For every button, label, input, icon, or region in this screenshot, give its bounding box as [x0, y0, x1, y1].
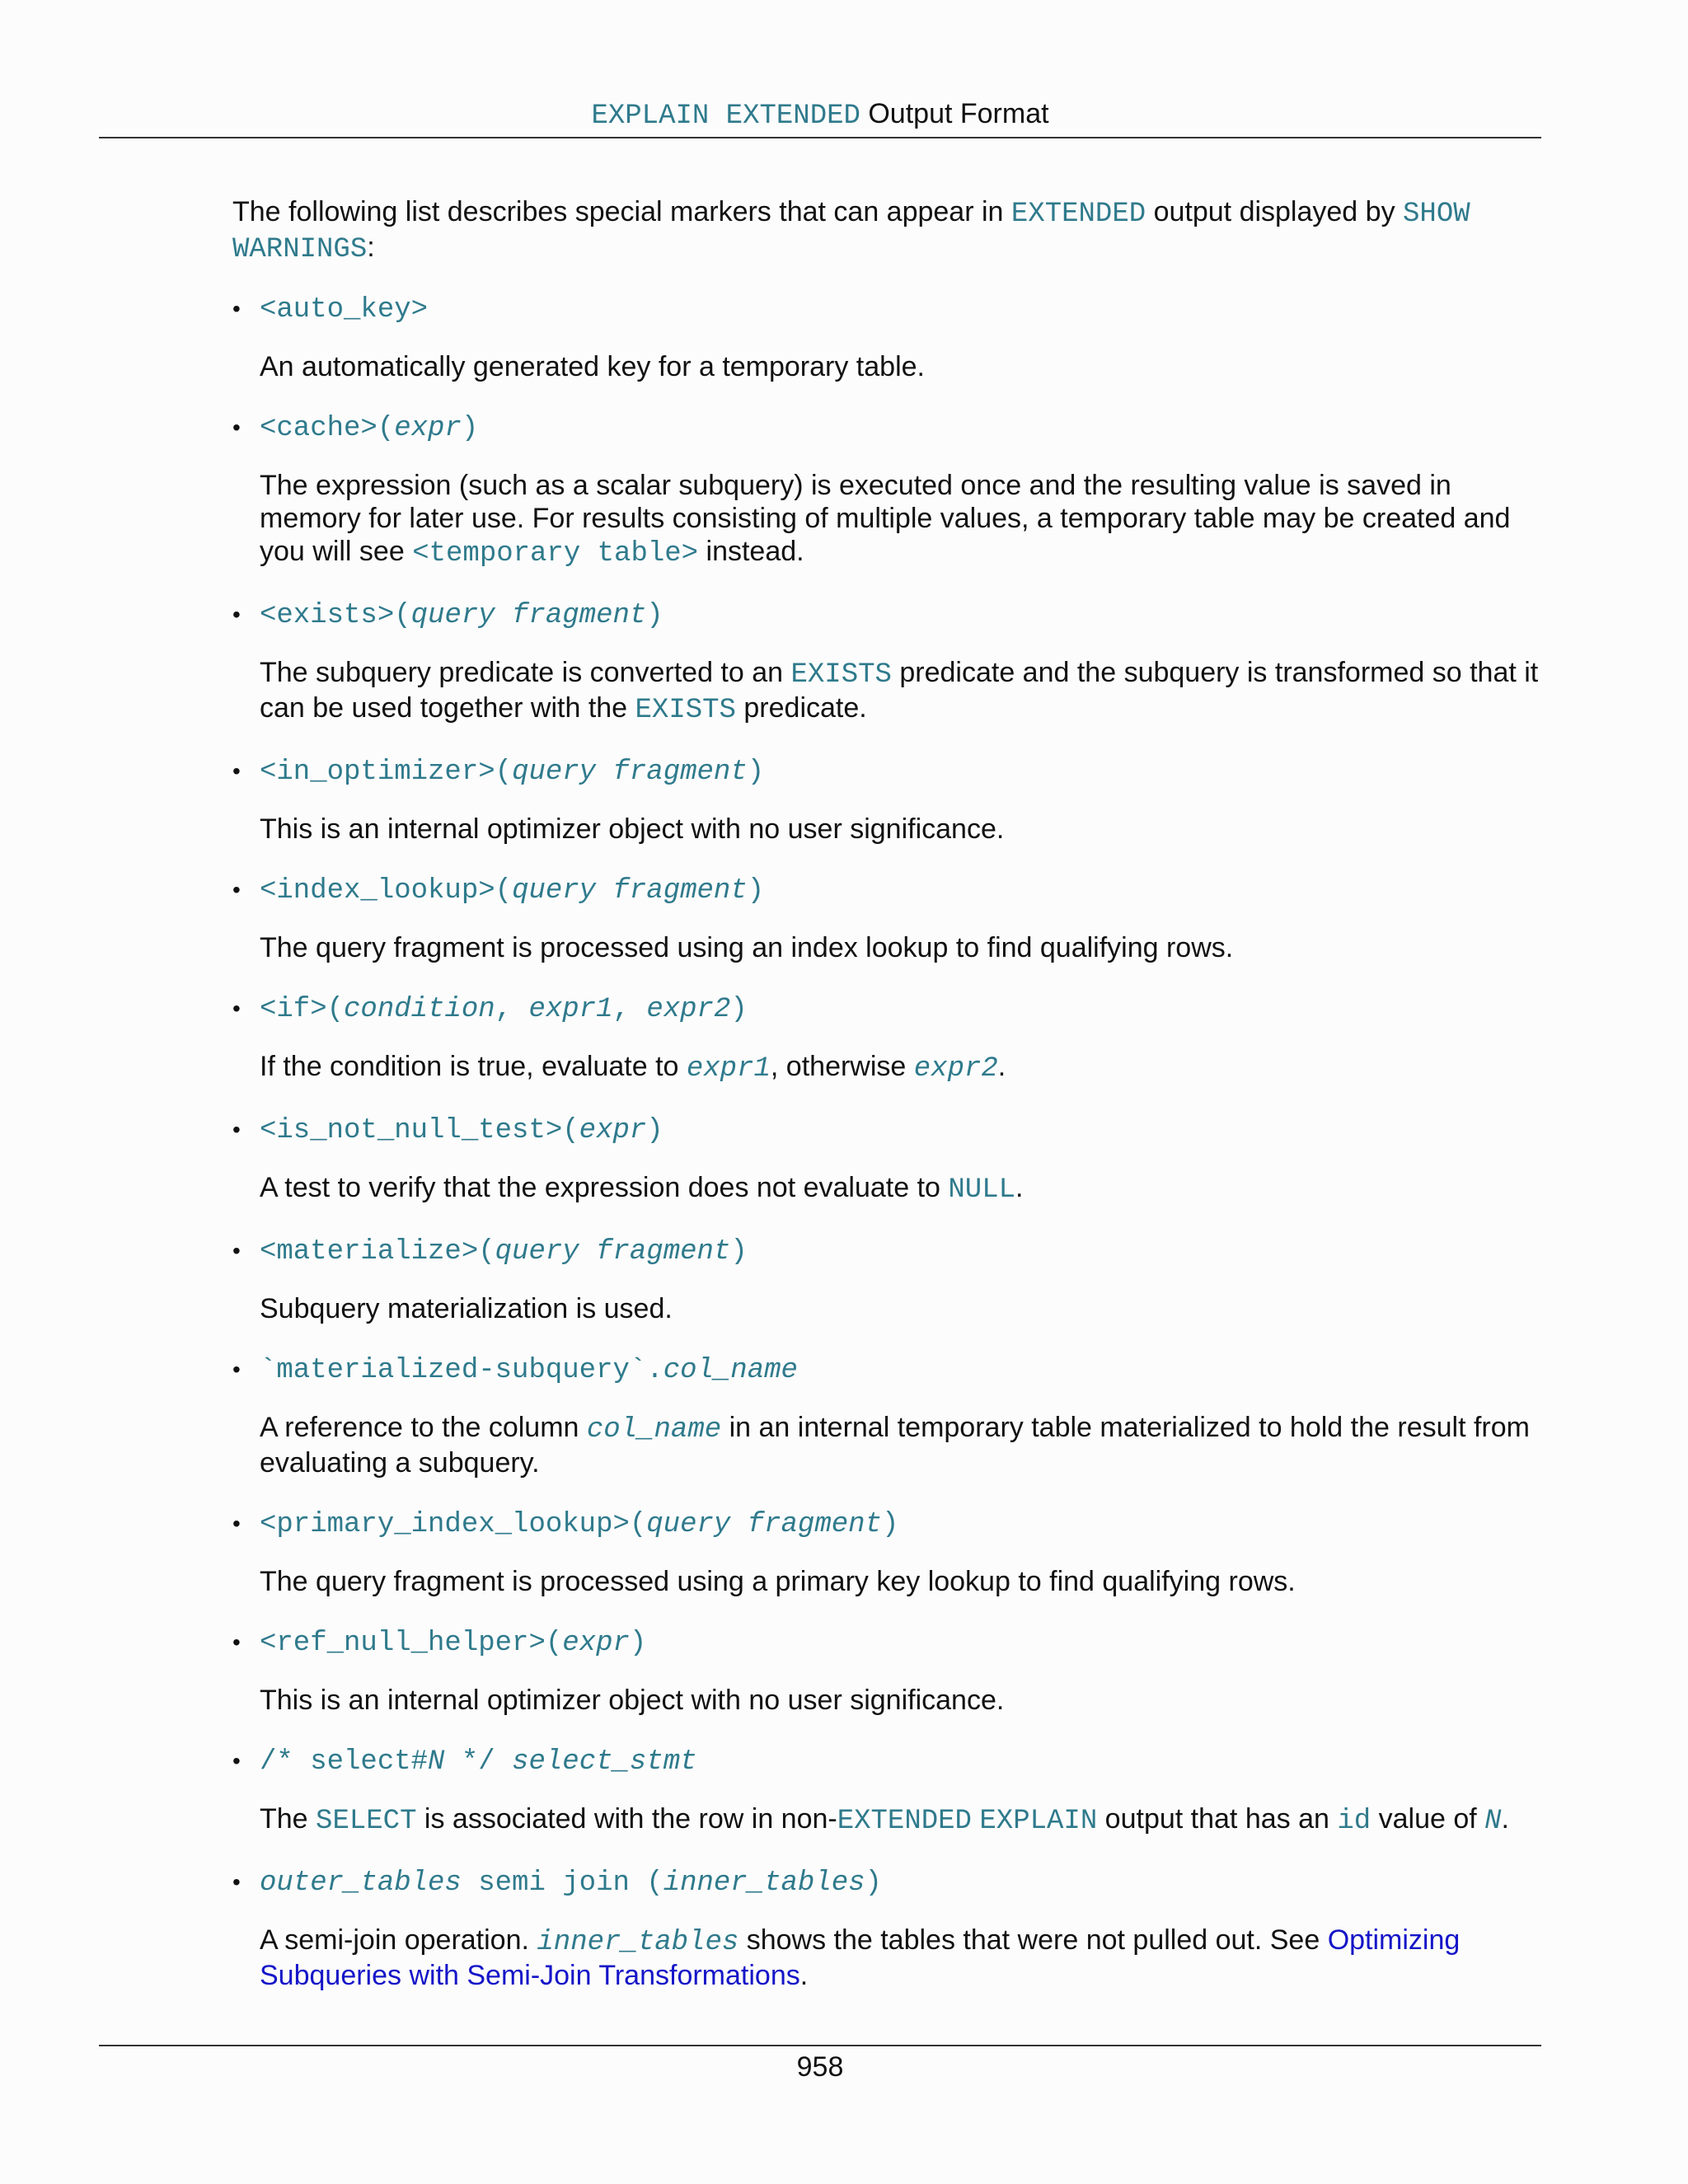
- list-item: [232, 1743, 1541, 1838]
- desc-code: expr1: [686, 1053, 771, 1085]
- desc-text: is associated with the row in non-: [416, 1803, 837, 1835]
- page-header: [99, 96, 1541, 134]
- list-item: [232, 872, 1541, 964]
- term-code: query fragment: [646, 1509, 882, 1540]
- term-code: inner_tables: [663, 1868, 865, 1899]
- desc-text: .: [1015, 1172, 1024, 1203]
- desc-text: instead.: [698, 536, 804, 567]
- term-code: <exists>(: [260, 600, 411, 631]
- term-code: <ref_null_helper>(: [260, 1628, 563, 1659]
- marker-description: [260, 1565, 1541, 1598]
- marker-term: [260, 872, 1541, 907]
- list-item: [232, 291, 1541, 383]
- bullet-icon: •: [232, 296, 241, 321]
- term-code: ): [629, 1628, 647, 1659]
- marker-term: [260, 753, 1541, 789]
- marker-term: [260, 1743, 1541, 1779]
- desc-text: predicate.: [735, 692, 867, 724]
- marker-description: [260, 1050, 1541, 1085]
- term-code: <in_optimizer>(: [260, 757, 513, 788]
- term-code: ): [747, 875, 765, 907]
- header-rule: [99, 137, 1541, 138]
- list-item: [232, 1624, 1541, 1717]
- marker-term: [260, 410, 1541, 445]
- term-code: query fragment: [512, 875, 748, 907]
- desc-code: inner_tables: [537, 1927, 739, 1958]
- intro-code: SHOW WARNINGS: [232, 199, 1470, 265]
- intro-code: EXTENDED: [1010, 199, 1146, 230]
- term-code: ): [461, 413, 479, 444]
- desc-text: predicate and the subquery is transformed so that it can be used together with the: [260, 657, 1539, 724]
- term-code: expr1: [528, 994, 613, 1025]
- marker-description: [260, 1802, 1541, 1838]
- marker-term: [260, 1624, 1541, 1660]
- term-code: query fragment: [410, 600, 647, 631]
- desc-code: col_name: [586, 1414, 722, 1446]
- term-code: <auto_key>: [260, 294, 429, 326]
- list-item: [232, 597, 1541, 727]
- desc-text: .: [997, 1051, 1006, 1082]
- intro-text: The following list describes special markers that can appear in: [232, 196, 1011, 227]
- marker-description: [260, 656, 1541, 727]
- term-code: <primary_index_lookup>(: [260, 1509, 647, 1540]
- term-code: select_stmt: [512, 1746, 697, 1778]
- page-footer: [99, 2049, 1541, 2085]
- term-code: col_name: [663, 1355, 798, 1386]
- page-number: 958: [796, 2051, 844, 2083]
- term-code: ): [646, 600, 663, 631]
- desc-code: NULL: [948, 1174, 1016, 1206]
- desc-text: The subquery predicate is converted to an: [260, 657, 791, 688]
- desc-text: .: [1501, 1803, 1509, 1835]
- term-code: semi join (: [461, 1868, 663, 1899]
- bullet-icon: •: [232, 877, 241, 902]
- term-code: <if>(: [260, 994, 345, 1025]
- term-code: condition: [344, 994, 495, 1025]
- marker-term: [260, 991, 1541, 1026]
- marker-list: [232, 291, 1541, 1992]
- term-code: expr: [562, 1628, 630, 1659]
- desc-text: This is an internal optimizer object with no user significance.: [260, 1685, 1005, 1716]
- bullet-icon: •: [232, 1238, 241, 1263]
- marker-description: [260, 1292, 1541, 1325]
- desc-text: This is an internal optimizer object with no user significance.: [260, 813, 1005, 845]
- marker-description: [260, 469, 1541, 570]
- list-item: [232, 753, 1541, 846]
- bullet-icon: •: [232, 1629, 241, 1655]
- marker-term: [260, 1506, 1541, 1541]
- desc-text: output that has an: [1097, 1803, 1338, 1835]
- term-code: expr: [579, 1115, 647, 1146]
- bullet-icon: •: [232, 996, 241, 1021]
- bullet-icon: •: [232, 1117, 241, 1142]
- desc-text: The: [260, 1803, 316, 1835]
- bullet-icon: •: [232, 758, 241, 784]
- list-item: [232, 1112, 1541, 1207]
- desc-text: A semi-join operation.: [260, 1924, 537, 1956]
- marker-description: [260, 1411, 1541, 1479]
- desc-code: expr2: [913, 1053, 998, 1085]
- list-item: [232, 1506, 1541, 1598]
- intro-text: :: [367, 232, 375, 263]
- term-code: <materialize>(: [260, 1236, 495, 1268]
- list-item: [232, 410, 1541, 570]
- term-code: `materialized-subquery`.: [260, 1355, 663, 1386]
- term-code: ): [881, 1509, 899, 1540]
- term-code: ): [747, 757, 765, 788]
- desc-text: value of: [1371, 1803, 1485, 1835]
- desc-code: EXISTS: [635, 695, 736, 726]
- term-code: <cache>(: [260, 413, 395, 444]
- marker-term: [260, 1233, 1541, 1268]
- term-code: */: [444, 1746, 513, 1778]
- list-item: [232, 991, 1541, 1085]
- bullet-icon: •: [232, 1357, 241, 1382]
- term-code: outer_tables: [260, 1868, 462, 1899]
- desc-code: EXISTS: [790, 659, 892, 691]
- marker-description: [260, 350, 1541, 383]
- desc-text: A reference to the column: [260, 1412, 587, 1443]
- list-item: [232, 1352, 1541, 1479]
- desc-text: Subquery materialization is used.: [260, 1293, 673, 1324]
- marker-description: [260, 1924, 1541, 1992]
- bullet-icon: •: [232, 1869, 241, 1895]
- desc-text: If the condition is true, evaluate to: [260, 1051, 687, 1082]
- desc-code: id: [1337, 1806, 1372, 1837]
- marker-term: [260, 1864, 1541, 1900]
- header-code: EXPLAIN EXTENDED: [591, 101, 860, 132]
- term-code: ): [730, 1236, 748, 1268]
- list-item: [232, 1864, 1541, 1992]
- marker-term: [260, 1352, 1541, 1387]
- term-code: query fragment: [495, 1236, 731, 1268]
- desc-text: The expression (such as a scalar subquery) is executed once and the resulting value is saved in memory for later use. For results consisting of multiple values, a temporary table may be created and you will see: [260, 470, 1511, 567]
- term-code: ): [865, 1868, 882, 1899]
- bullet-icon: •: [232, 1511, 241, 1536]
- term-code: /* select#: [260, 1746, 429, 1778]
- marker-term: [260, 597, 1541, 632]
- intro-text: output displayed by: [1146, 196, 1404, 227]
- term-code: expr: [394, 413, 462, 444]
- term-code: ): [730, 994, 748, 1025]
- term-code: ,: [495, 994, 529, 1025]
- desc-code: N: [1484, 1806, 1502, 1837]
- marker-term: [260, 291, 1541, 326]
- marker-description: [260, 931, 1541, 964]
- marker-description: [260, 1171, 1541, 1207]
- term-code: <is_not_null_test>(: [260, 1115, 579, 1146]
- desc-text: shows the tables that were not pulled out. See: [738, 1924, 1328, 1956]
- desc-code: SELECT: [316, 1806, 417, 1837]
- term-code: ,: [612, 994, 647, 1025]
- term-code: query fragment: [512, 757, 748, 788]
- desc-text: .: [799, 1960, 809, 1991]
- desc-code: EXPLAIN: [979, 1806, 1098, 1837]
- bullet-icon: •: [232, 415, 241, 440]
- bullet-icon: •: [232, 602, 241, 627]
- marker-description: [260, 813, 1541, 846]
- desc-code: <temporary table>: [412, 538, 699, 569]
- desc-text: The query fragment is processed using a primary key lookup to find qualifying rows.: [260, 1566, 1296, 1597]
- list-item: [232, 1233, 1541, 1325]
- term-code: expr2: [646, 994, 731, 1025]
- term-code: ): [646, 1115, 663, 1146]
- main-content: [232, 195, 1541, 2018]
- cross-reference-link[interactable]: Optimizing Subqueries with Semi-Join Transformations: [260, 1924, 1461, 1991]
- footer-rule: [99, 2045, 1541, 2046]
- desc-text: The query fragment is processed using an index lookup to find qualifying rows.: [260, 932, 1234, 963]
- header-text: Output Format: [860, 98, 1049, 129]
- term-code: <index_lookup>(: [260, 875, 513, 907]
- marker-term: [260, 1112, 1541, 1147]
- desc-text: An automatically generated key for a temporary table.: [260, 351, 925, 382]
- marker-description: [260, 1684, 1541, 1717]
- term-code: N: [428, 1746, 445, 1778]
- desc-text: A test to verify that the expression does not evaluate to: [260, 1172, 949, 1203]
- desc-code: EXTENDED: [837, 1806, 972, 1837]
- intro-paragraph: [232, 195, 1526, 266]
- desc-text: in an internal temporary table materialized to hold the result from evaluating a subquery.: [260, 1412, 1530, 1479]
- desc-text: [972, 1803, 979, 1835]
- desc-text: , otherwise: [770, 1051, 914, 1082]
- bullet-icon: •: [232, 1748, 241, 1774]
